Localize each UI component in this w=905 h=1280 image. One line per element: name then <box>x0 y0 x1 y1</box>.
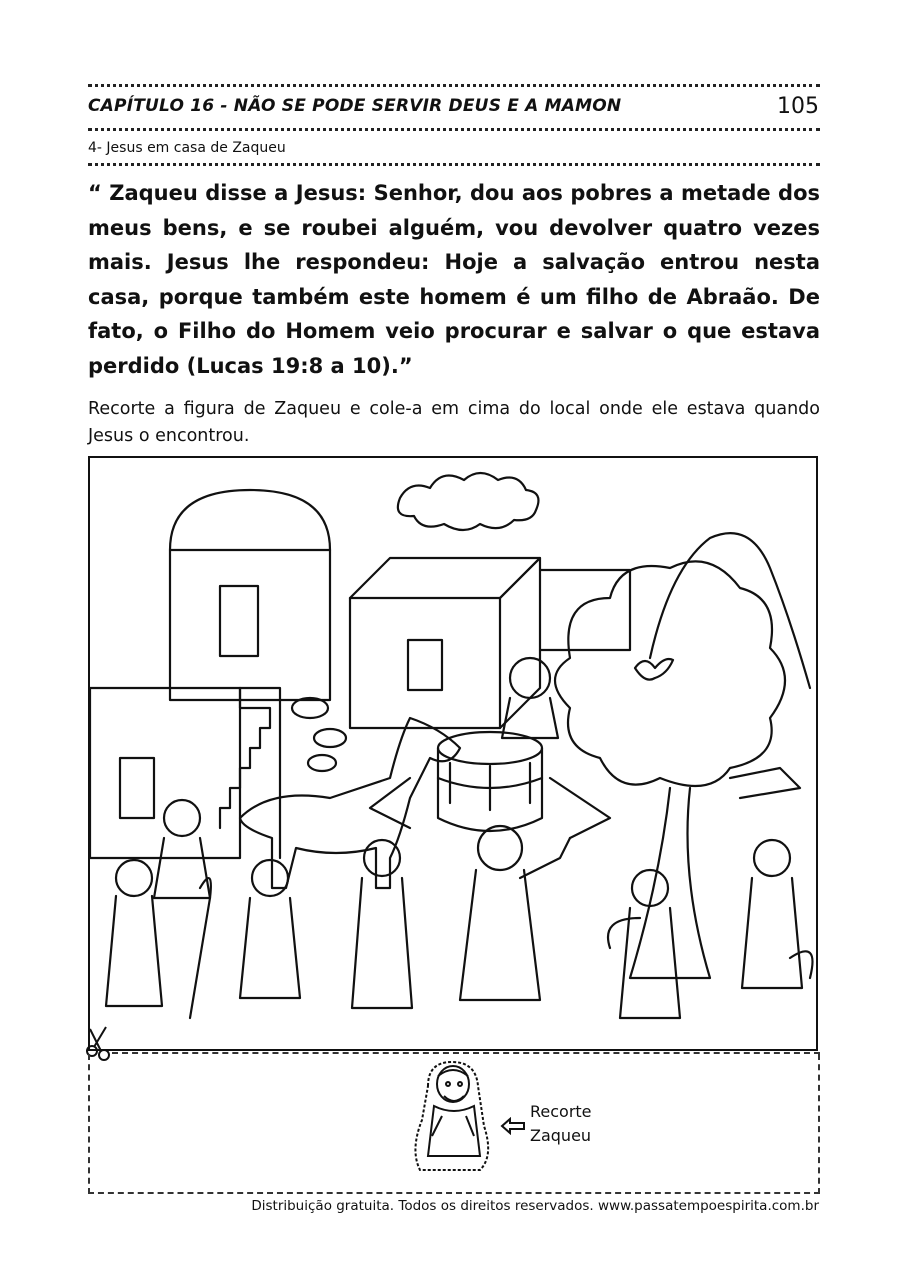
coloring-scene-illustration <box>90 458 816 1049</box>
middle-dotted-rule <box>88 128 820 131</box>
page-number: 105 <box>777 94 819 119</box>
instruction-text: Recorte a figura de Zaqueu e cole-a em cima do local onde ele estava quando Jesus o encontrou. <box>88 399 820 446</box>
arrow-left-icon <box>500 1117 526 1139</box>
footer-copyright: Distribuição gratuita. Todos os direitos reservados. www.passatempoespirita.com.br <box>251 1198 819 1214</box>
cutout-label-line2: Zaqueu <box>530 1126 592 1145</box>
cutout-label <box>530 1100 592 1148</box>
section-title: 4- Jesus em casa de Zaqueu <box>88 140 286 156</box>
top-dotted-rule <box>88 84 820 87</box>
coloring-scene-frame <box>88 456 818 1051</box>
cutout-label-line1: Recorte <box>530 1102 592 1121</box>
bible-quote: “ Zaqueu disse a Jesus: Senhor, dou aos pobres a metade dos meus bens, e se roubei alguém, vou devolver quatro vezes mais. Jesus lhe respondeu: Hoje a salvação entrou nesta casa, porque também este homem é um filho de Abraão. De fato, o Filho do Homem veio procurar e salvar o que estava perdido (Lucas 19:8 a 10).” <box>88 181 820 378</box>
chapter-title: CAPÍTULO 16 - NÃO SE PODE SERVIR DEUS E A MAMON <box>88 96 622 116</box>
zacchaeus-cutout-figure <box>408 1056 498 1178</box>
lower-dotted-rule <box>88 163 820 166</box>
